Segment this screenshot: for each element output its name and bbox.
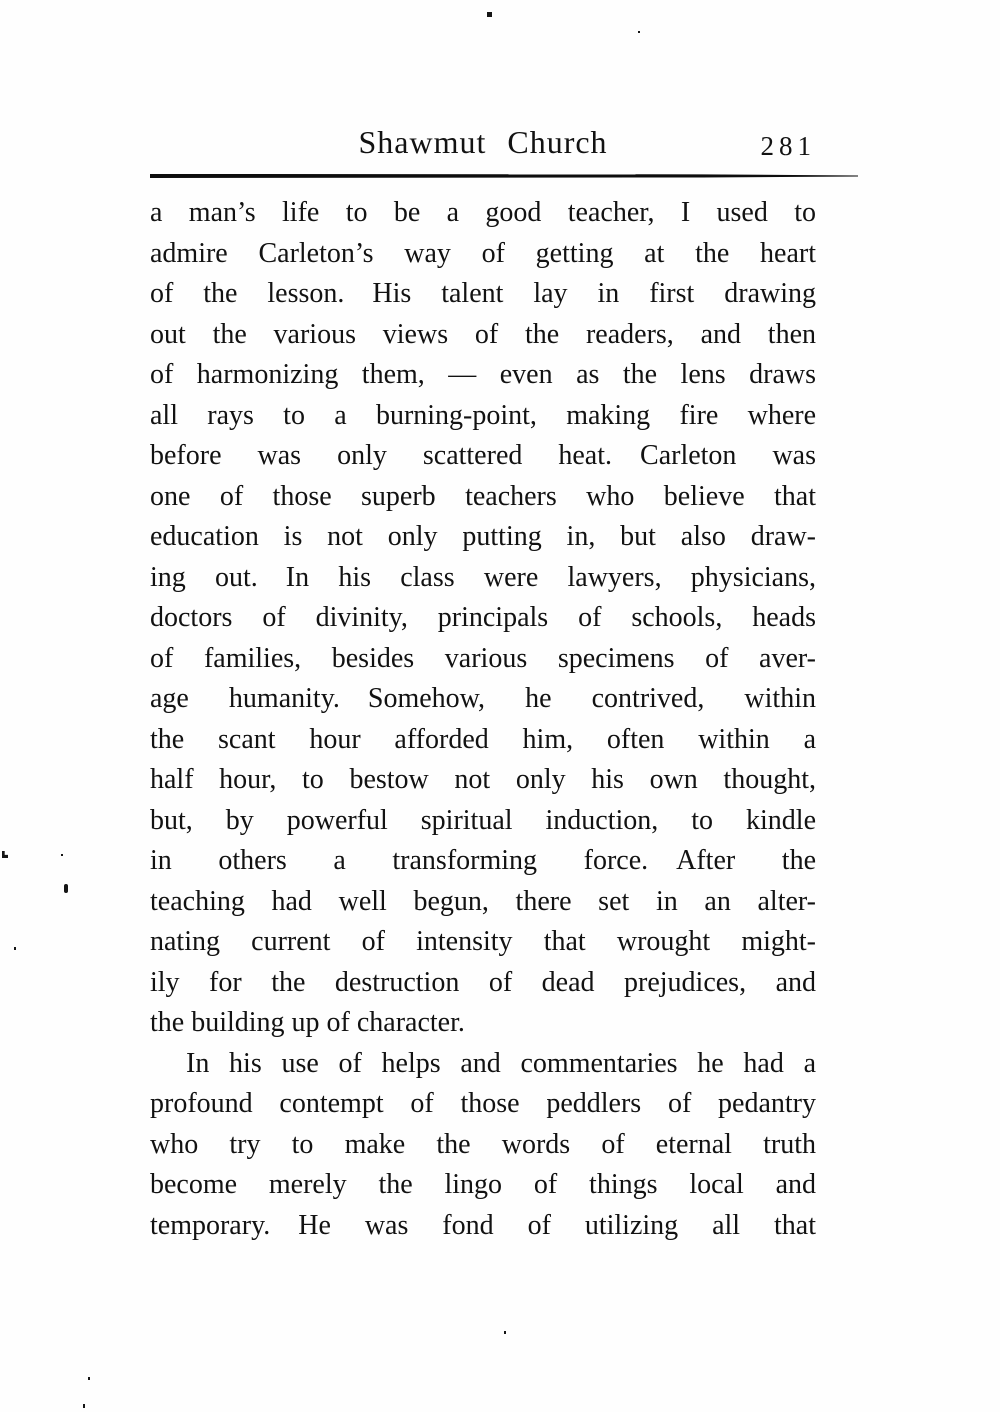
page-header-title: Shawmut Church <box>358 124 608 160</box>
text-line: but, by powerful spiritual induction, to kindle <box>150 804 816 836</box>
text-line: before was only scattered heat. Carleton was <box>150 440 816 471</box>
text-line: all rays to a burning-point, making fire where <box>150 399 816 431</box>
page-number: 281 <box>760 131 816 161</box>
text-line: out the various views of the readers, and then <box>150 318 816 350</box>
text-line: half hour, to bestow not only his own thought, <box>150 764 816 795</box>
text-line: ing out. In his class were lawyers, physicians, <box>150 561 816 593</box>
scan-speck <box>2 851 8 858</box>
scan-speck <box>64 884 68 893</box>
header-rule-divider <box>150 174 858 178</box>
scan-speck <box>638 31 640 33</box>
text-line: temporary. He was fond of utilizing all that <box>150 1209 816 1241</box>
text-line: doctors of divinity, principals of schools, heads <box>150 602 816 633</box>
text-line: nating current of intensity that wrought might- <box>150 926 816 957</box>
text-line-paragraph-end: the building up of character. <box>150 1007 465 1038</box>
text-line: of families, besides various specimens of aver- <box>150 642 816 674</box>
text-line: become merely the lingo of things local and <box>150 1169 816 1200</box>
text-line: of the lesson. His talent lay in first drawing <box>150 278 816 309</box>
text-line: the scant hour afforded him, often within a <box>150 723 816 755</box>
text-line: teaching had well begun, there set in an alter- <box>150 885 816 917</box>
text-line: in others a transforming force. After the <box>150 845 816 876</box>
text-line: profound contempt of those peddlers of pedantry <box>150 1088 816 1119</box>
text-line: who try to make the words of eternal truth <box>150 1128 816 1160</box>
scan-speck <box>14 947 16 950</box>
text-line: education is not only putting in, but also draw- <box>150 521 816 552</box>
text-line: one of those superb teachers who believe that <box>150 480 816 512</box>
scan-speck <box>88 1377 90 1380</box>
text-line: admire Carleton’s way of getting at the heart <box>150 237 816 269</box>
text-line: of harmonizing them, — even as the lens draws <box>150 359 816 390</box>
scan-speck <box>61 854 63 856</box>
text-line: age humanity. Somehow, he contrived, within <box>150 683 816 714</box>
body-text-block <box>150 193 816 1246</box>
scan-speck <box>504 1331 506 1334</box>
text-line-paragraph-start: In his use of helps and commentaries he had a <box>186 1047 816 1079</box>
scan-speck <box>487 12 492 17</box>
scan-speck <box>83 1404 85 1408</box>
text-line: a man’s life to be a good teacher, I used to <box>150 197 816 228</box>
text-line: ily for the destruction of dead prejudices, and <box>150 966 816 998</box>
